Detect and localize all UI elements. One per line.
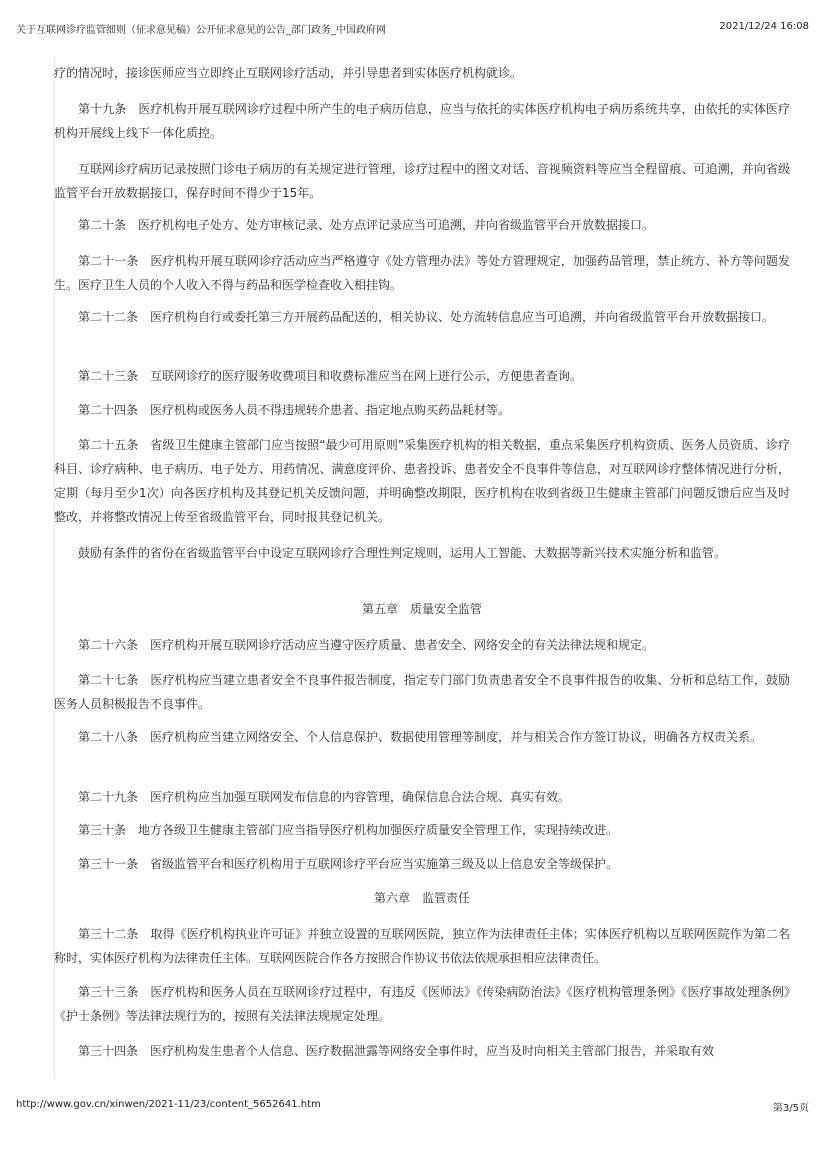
article-23: 第二十三条 互联网诊疗的医疗服务收费项目和收费标准应当在网上进行公示，方便患者查询。 [78,369,583,383]
article-22: 第二十二条 医疗机构自行或委托第三方开展药品配送的，相关协议、处方流转信息应当可追溯，并向省级监管平台开放数据接口。 [78,310,775,324]
article-28: 第二十八条 医疗机构应当建立网络安全、个人信息保护、数据使用管理等制度，并与相关合作方签订协议，明确各方权责关系。 [78,730,763,744]
paragraph: 疗的情况时，接诊医师应当立即终止互联网诊疗活动，并引导患者到实体医疗机构就诊。 [54,66,523,80]
article-25: 第二十五条 省级卫生健康主管部门应当按照“最少可用原则”采集医疗机构的相关数据，重点采集医疗机构资质、医务人员资质、诊疗科目、诊疗病种、电子病历、电子处方、用药情况、满意度评价、患者投诉、患者安全不良事件等信息，对互联网诊疗整体情况进行分析，定期（每月至少1次）向各医疗机构及其登记机关反馈问题，并明确整改期限，医疗机构在收到省级卫生健康主管部门问题反馈后应当及时整改，并将整改情况上传至省级监管平台，同时报其登记机关。 [54,438,790,524]
article-24: 第二十四条 医疗机构或医务人员不得违规转介患者、指定地点购买药品耗材等。 [78,403,511,417]
chapter-heading: 第五章 质量安全监管 [361,602,482,616]
article-34: 第三十四条 医疗机构发生患者个人信息、医疗数据泄露等网络安全事件时，应当及时向相关主管部门报告，并采取有效 [78,1044,715,1058]
page-footer-url: http://www.gov.cn/xinwen/2021-11/23/content_5652641.htm [16,1099,321,1110]
paragraph: 鼓励有条件的省份在省级监管平台中设定互联网诊疗合理性判定规则，运用人工智能、大数据等新兴技术实施分析和监管。 [78,546,727,560]
article-27: 第二十七条 医疗机构应当建立患者安全不良事件报告制度，指定专门部门负责患者安全不良事件报告的收集、分析和总结工作，鼓励医务人员积极报告不良事件。 [54,673,790,711]
article-31: 第三十一条 省级监管平台和医疗机构用于互联网诊疗平台应当实施第三级及以上信息安全等级保护。 [78,857,619,871]
article-20: 第二十条 医疗机构电子处方、处方审核记录、处方点评记录应当可追溯，并向省级监管平台开放数据接口。 [78,218,655,232]
page-header-title: 关于互联网诊疗监管细则（征求意见稿）公开征求意见的公告_部门政务_中国政府网 [16,25,386,36]
article-32: 第三十二条 取得《医疗机构执业许可证》并独立设置的互联网医院，独立作为法律责任主体；实体医疗机构以互联网医院作为第二名称时，实体医疗机构为法律责任主体。互联网医院合作各方按照合作协议书依法依规承担相应法律责任。 [54,927,790,965]
page-footer-page-number: 第3/5页 [772,1103,809,1114]
chapter-heading: 第六章 监管责任 [373,891,470,905]
article-30: 第三十条 地方各级卫生健康主管部门应当指导医疗机构加强医疗质量安全管理工作，实现持续改进。 [78,823,619,837]
article-19: 第十九条 医疗机构开展互联网诊疗过程中所产生的电子病历信息，应当与依托的实体医疗机构电子病历系统共享，由依托的实体医疗机构开展线上线下一体化质控。 [54,102,790,140]
article-33: 第三十三条 医疗机构和医务人员在互联网诊疗过程中，有违反《医师法》《传染病防治法》《医疗机构管理条例》《医疗事故处理条例》《护士条例》等法律法规行为的，按照有关法律法规规定处理。 [54,985,790,1023]
article-29: 第二十九条 医疗机构应当加强互联网发布信息的内容管理，确保信息合法合规、真实有效。 [78,790,571,804]
article-21: 第二十一条 医疗机构开展互联网诊疗活动应当严格遵守《处方管理办法》等处方管理规定，加强药品管理，禁止统方、补方等问题发生。医疗卫生人员的个人收入不得与药品和医学检查收入相挂钩。 [54,254,790,292]
page-header-datetime: 2021/12/24 16:08 [719,21,809,32]
article-26: 第二十六条 医疗机构开展互联网诊疗活动应当遵守医疗质量、患者安全、网络安全的有关法律法规和规定。 [78,638,655,652]
paragraph: 互联网诊疗病历记录按照门诊电子病历的有关规定进行管理，诊疗过程中的图文对话、音视频资料等应当全程留痕、可追溯，并向省级监管平台开放数据接口，保存时间不得少于15年。 [54,162,790,200]
